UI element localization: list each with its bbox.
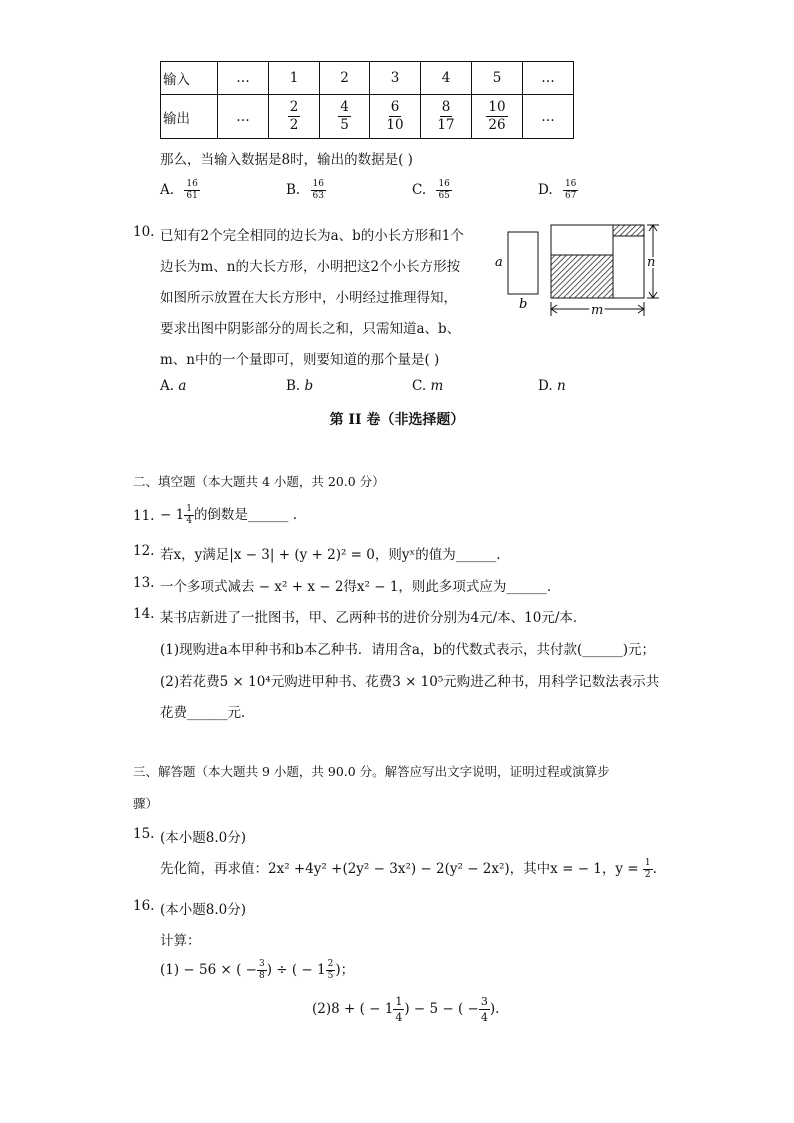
q16-score: (本小题8.0分) bbox=[160, 902, 247, 918]
expr-part: ). bbox=[489, 1001, 500, 1017]
fraction-denominator: 63 bbox=[312, 191, 324, 201]
q10-line: 已知有2个完全相同的边长为a、b的小长方形和1个 bbox=[160, 228, 464, 244]
q15-end: . bbox=[652, 861, 657, 877]
q14-line: (2)若花费5 × 10⁴元购进甲种书、花费3 × 10⁵元购进乙种书，用科学记数法表示共 bbox=[160, 674, 660, 690]
input-row bbox=[161, 62, 574, 95]
table-cell bbox=[320, 95, 370, 139]
option-label: B. bbox=[286, 182, 301, 198]
option-label: C. bbox=[412, 378, 427, 394]
fraction-numerator: 1 bbox=[395, 995, 403, 1008]
table-cell: 3 bbox=[370, 62, 421, 95]
table-cell: 2 bbox=[320, 62, 370, 95]
fraction-denominator: 5 bbox=[340, 117, 349, 133]
q13-text: 一个多项式减去 − x² + x − 2得x² − 1，则此多项式应为______. bbox=[160, 579, 552, 595]
q9-option-a bbox=[160, 180, 200, 201]
q10-line: m、n中的一个量即可，则要知道的那个量是( ) bbox=[160, 352, 440, 368]
table-cell bbox=[421, 95, 472, 139]
fraction-numerator: 16 bbox=[564, 179, 577, 189]
q9-option-c bbox=[412, 180, 452, 201]
option-label: D. bbox=[538, 182, 553, 198]
q15-expression: 先化简，再求值：2x² +4y² +(2y² − 3x²) − 2(y² − 2x²)，其中x = − 1，y = bbox=[160, 861, 643, 877]
q15-number: 15. bbox=[133, 826, 155, 842]
fraction-denominator: 4 bbox=[480, 1011, 488, 1024]
option-label: B. bbox=[286, 378, 301, 394]
section-heading-continued: 骤） bbox=[133, 796, 159, 811]
fraction-numerator: 6 bbox=[389, 101, 402, 118]
table-cell bbox=[472, 95, 523, 139]
fraction-denominator: 5 bbox=[327, 971, 334, 981]
section-heading: 二、填空题（本大题共 4 小题，共 20.0 分） bbox=[133, 474, 385, 489]
q10-line: 如图所示放置在大长方形中，小明经过推理得知， bbox=[160, 290, 457, 306]
fraction-denominator: 4 bbox=[186, 516, 192, 526]
fraction-numerator: 16 bbox=[312, 179, 324, 189]
q14-line: 花费______元． bbox=[160, 705, 255, 721]
expr-part: ) − 5 − ( − bbox=[404, 1001, 479, 1017]
label-a: a bbox=[495, 255, 503, 270]
option-label: D. bbox=[538, 378, 553, 394]
expr-part: )； bbox=[335, 962, 355, 978]
table-cell bbox=[269, 95, 320, 139]
q9-option-b bbox=[286, 180, 326, 201]
q15-score: (本小题8.0分) bbox=[160, 830, 247, 846]
q12-number: 12. bbox=[133, 543, 155, 559]
q11-suffix: 的倒数是______ . bbox=[193, 507, 298, 523]
q10-option-d bbox=[538, 378, 566, 394]
q10-line: 要求出图中阴影部分的周长之和，只需知道a、b、 bbox=[160, 321, 461, 337]
q10-option-a bbox=[160, 378, 186, 394]
table-cell bbox=[370, 95, 421, 139]
fraction-numerator: 10 bbox=[486, 101, 507, 118]
fraction-denominator: 2 bbox=[644, 870, 651, 880]
q14-number: 14. bbox=[133, 606, 155, 622]
placed-rectangle-vertical bbox=[613, 236, 644, 298]
q16-number: 16. bbox=[133, 898, 155, 914]
fraction-numerator: 3 bbox=[258, 959, 265, 969]
fraction-denominator: 10 bbox=[386, 117, 404, 133]
q16-part1 bbox=[160, 958, 354, 981]
q16-calc-label: 计算： bbox=[160, 933, 201, 949]
fraction-denominator: 65 bbox=[438, 191, 450, 201]
option-value: m bbox=[430, 378, 444, 394]
fraction-denominator: 26 bbox=[488, 117, 506, 133]
q10-line: 边长为m、n的大长方形，小明把这2个小长方形按 bbox=[160, 259, 461, 275]
q11-text bbox=[160, 503, 297, 526]
label-b: b bbox=[519, 297, 528, 312]
q12-text: 若x，y满足|x − 3| + (y + 2)² = 0，则yˣ的值为______. bbox=[160, 547, 501, 563]
fraction-denominator: 17 bbox=[437, 117, 455, 133]
q10-option-c bbox=[412, 378, 443, 394]
q10-number: 10. bbox=[133, 224, 155, 240]
table-cell: 输入 bbox=[161, 62, 218, 95]
q9-stem: 那么，当输入数据是8时，输出的数据是( ) bbox=[160, 152, 413, 168]
q13-number: 13. bbox=[133, 575, 155, 591]
table-cell: … bbox=[523, 62, 574, 95]
q10-option-b bbox=[286, 378, 313, 394]
option-label: C. bbox=[412, 182, 427, 198]
table-cell: … bbox=[218, 95, 269, 139]
output-row bbox=[161, 95, 574, 139]
fraction-numerator: 16 bbox=[186, 179, 198, 189]
table-cell: 4 bbox=[421, 62, 472, 95]
label-m: m bbox=[591, 303, 604, 318]
table-cell: 5 bbox=[472, 62, 523, 95]
placed-rectangle-horizontal bbox=[551, 225, 613, 255]
part-title: 第 II 卷（非选择题） bbox=[329, 412, 465, 428]
fraction-denominator: 8 bbox=[258, 971, 265, 981]
fraction-numerator: 2 bbox=[288, 101, 301, 118]
table-cell: … bbox=[218, 62, 269, 95]
expr-part: (1) − 56 × ( − bbox=[160, 962, 257, 978]
io-table bbox=[160, 61, 574, 139]
q15-text bbox=[160, 857, 657, 880]
option-value: a bbox=[178, 378, 187, 394]
fraction-denominator: 4 bbox=[395, 1011, 403, 1024]
q16-part2 bbox=[312, 996, 499, 1023]
fraction-numerator: 8 bbox=[440, 101, 453, 118]
section-heading: 三、解答题（本大题共 9 小题，共 90.0 分。解答应写出文字说明，证明过程或演算步 bbox=[133, 764, 610, 779]
label-n: n bbox=[647, 255, 656, 270]
expr-part: (2)8 + ( − 1 bbox=[312, 1001, 394, 1017]
q11-number: 11. bbox=[133, 508, 155, 524]
table-cell: 1 bbox=[269, 62, 320, 95]
fraction-numerator: 1 bbox=[644, 858, 651, 868]
q9-option-d bbox=[538, 180, 578, 201]
rectangles-figure bbox=[490, 218, 665, 318]
small-rectangle bbox=[508, 232, 538, 294]
expr-part: ) ÷ ( − 1 bbox=[266, 962, 326, 978]
fraction-numerator: 3 bbox=[480, 995, 488, 1008]
fraction-numerator: 1 bbox=[186, 504, 192, 514]
table-cell: … bbox=[523, 95, 574, 139]
q11-prefix: − 1 bbox=[160, 507, 185, 523]
q14-line: (1)现购进a本甲种书和b本乙种书．请用含a，b的代数式表示，共付款(______)元； bbox=[160, 642, 656, 658]
fraction-denominator: 67 bbox=[564, 191, 577, 201]
option-value: n bbox=[556, 378, 566, 394]
q14-line: 某书店新进了一批图书，甲、乙两种书的进价分别为4元/本、10元/本． bbox=[160, 610, 587, 626]
fraction-numerator: 4 bbox=[338, 101, 351, 118]
option-label: A. bbox=[160, 378, 175, 394]
fraction-numerator: 16 bbox=[438, 179, 450, 189]
option-label: A. bbox=[160, 182, 175, 198]
fraction-numerator: 2 bbox=[327, 959, 334, 969]
fraction-denominator: 2 bbox=[289, 117, 299, 133]
fraction-denominator: 61 bbox=[186, 191, 198, 201]
option-value: b bbox=[304, 378, 314, 394]
table-cell: 输出 bbox=[161, 95, 218, 139]
